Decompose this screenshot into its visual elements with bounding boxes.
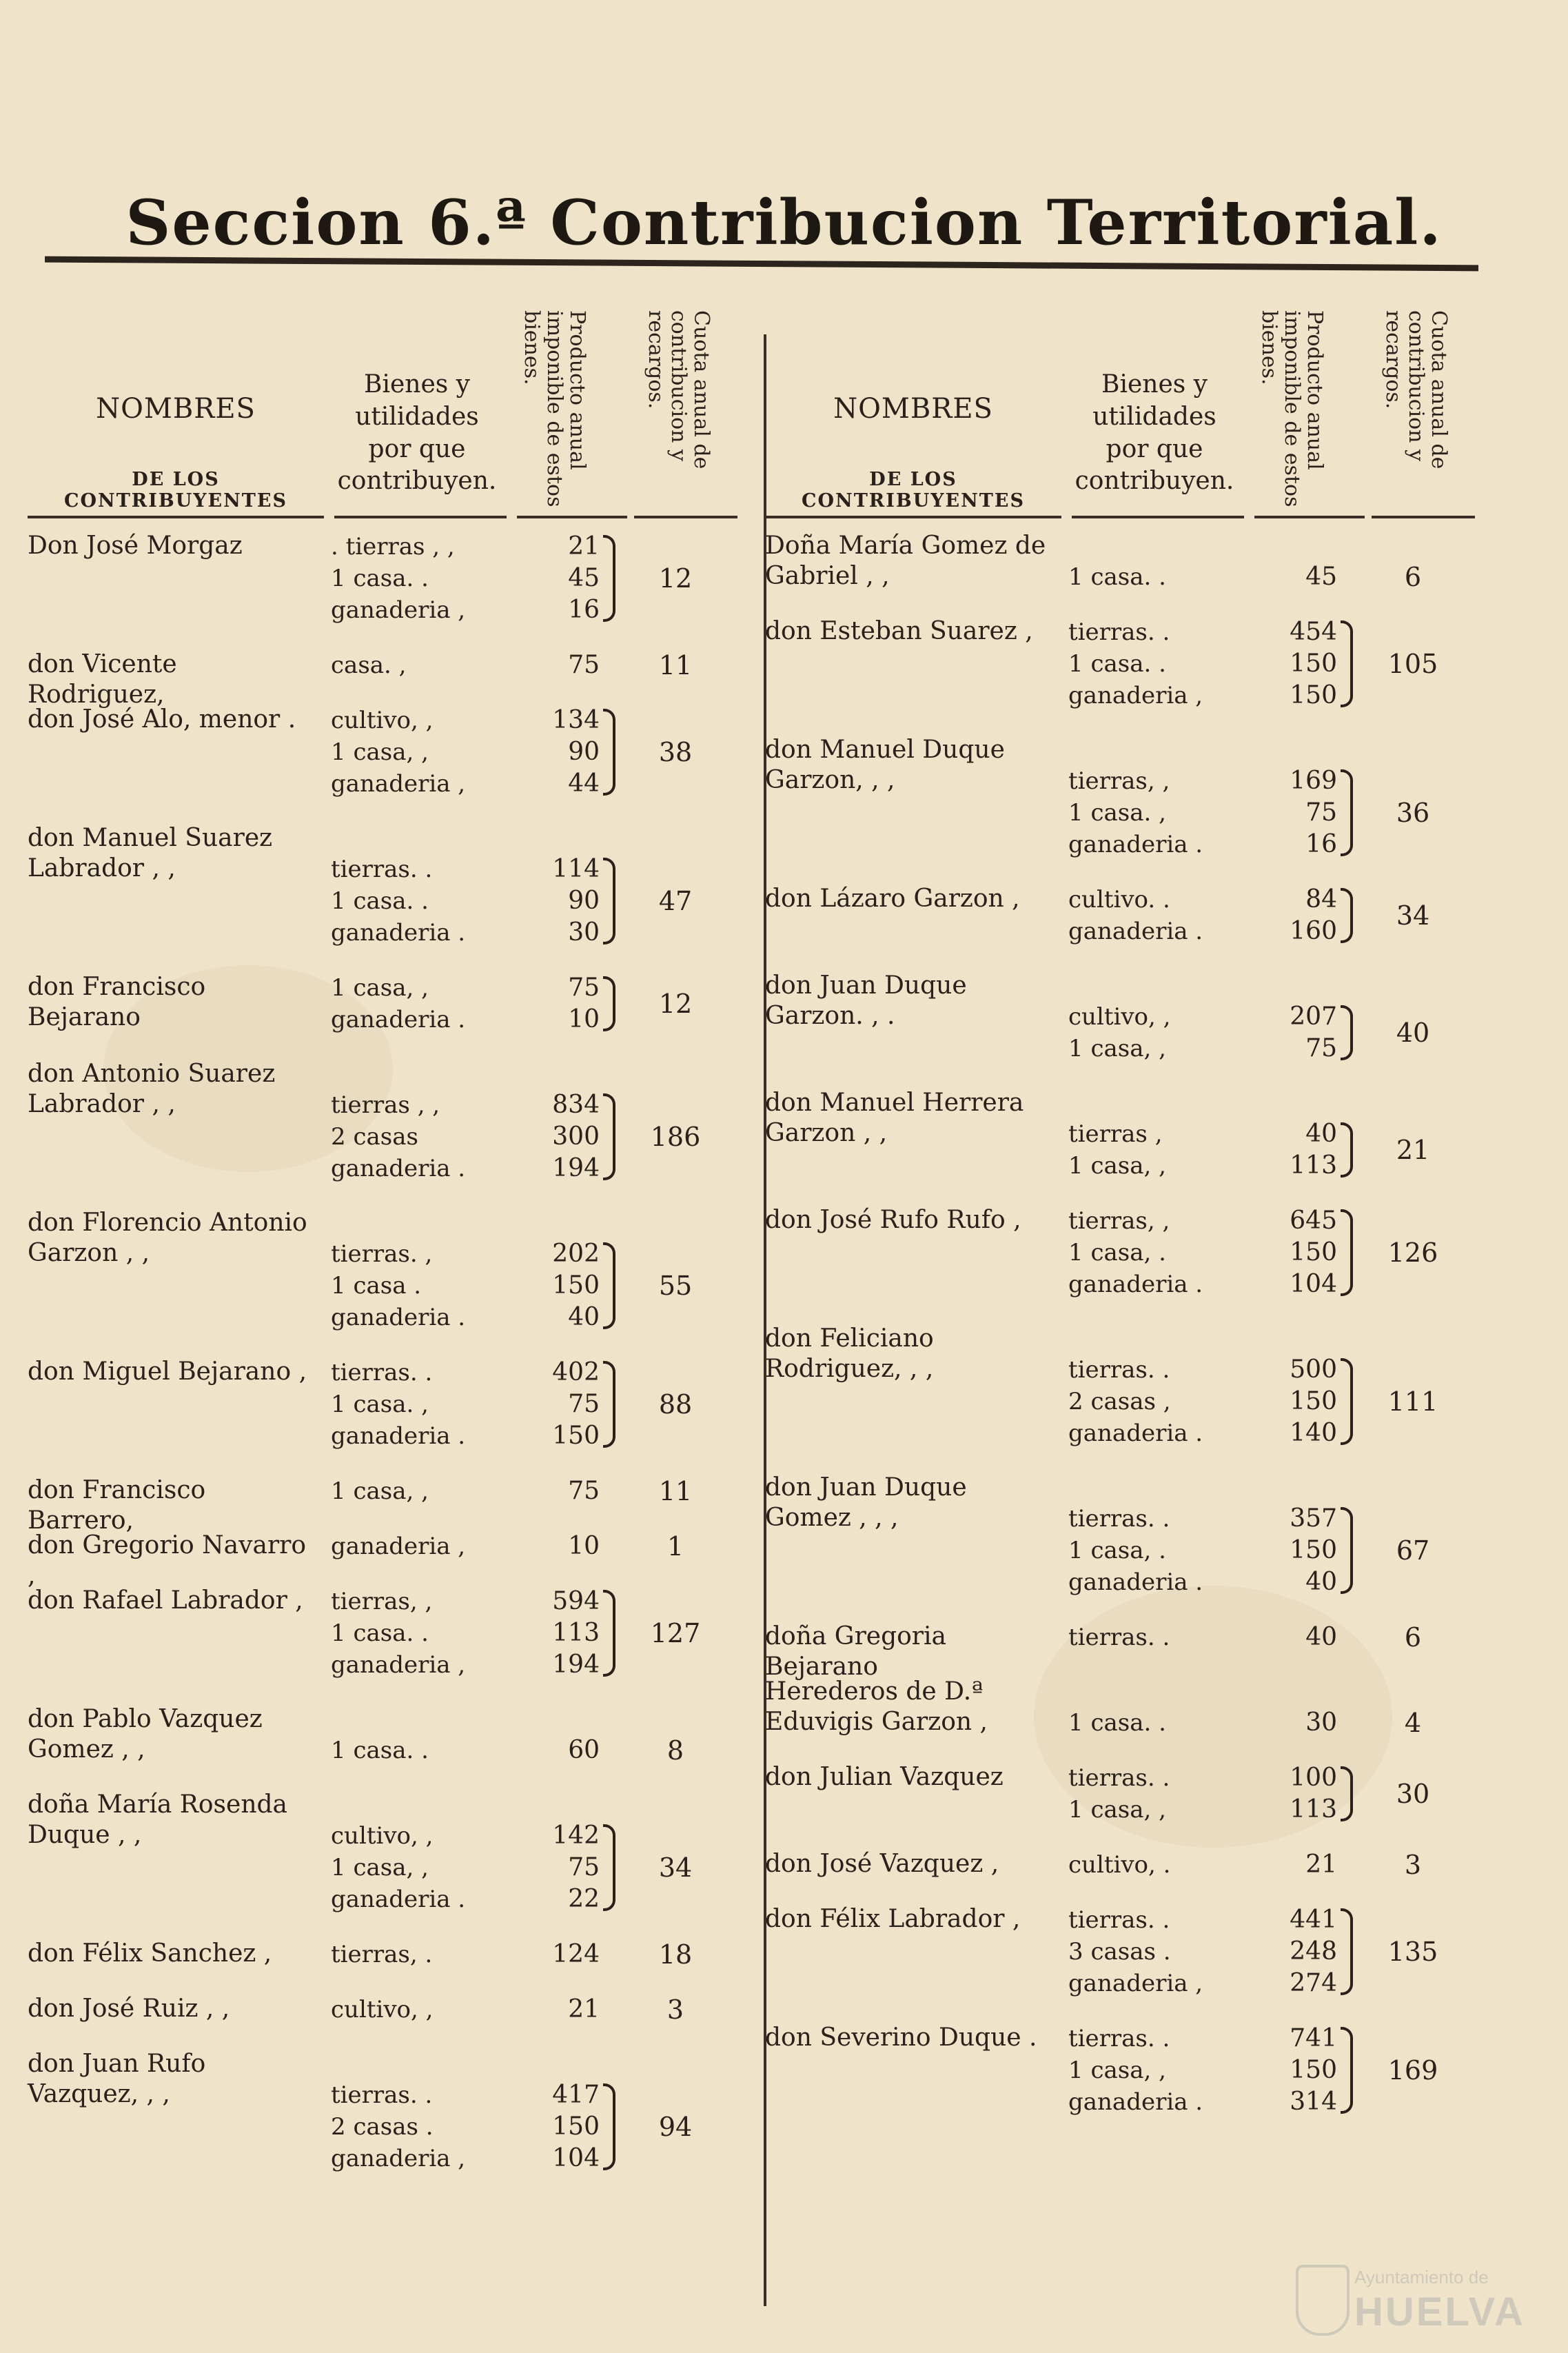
product-value: 21 bbox=[568, 532, 600, 561]
cuota-value: 12 bbox=[658, 989, 693, 1019]
entries-right bbox=[765, 531, 1475, 2118]
product-value: 113 bbox=[1290, 1795, 1337, 1824]
contributor-name: don Manuel Duque Garzon, , , bbox=[765, 736, 1005, 794]
property-label: 1 casa, , bbox=[331, 974, 429, 1002]
cuota-value: 94 bbox=[658, 2112, 693, 2142]
header-bienes: Bienes y utilidades por que contribuyen. bbox=[1075, 370, 1234, 496]
brace bbox=[603, 1093, 615, 1180]
cuota-value: 4 bbox=[1404, 1708, 1422, 1738]
right-column bbox=[765, 283, 1475, 2323]
cuota-value: 40 bbox=[1396, 1018, 1430, 1048]
property-label: 2 casas . bbox=[331, 2113, 434, 2141]
cuota-value: 36 bbox=[1396, 798, 1430, 828]
contributor-entry bbox=[765, 735, 1475, 860]
property-label: ganaderia . bbox=[1068, 1420, 1203, 1447]
product-value: 150 bbox=[552, 1422, 600, 1450]
contributor-name: don Julian Vazquez bbox=[765, 1763, 1004, 1791]
property-label: 2 casas , bbox=[1068, 1388, 1171, 1415]
brace bbox=[603, 1590, 615, 1677]
contributor-name: don Francisco Barrero, bbox=[28, 1476, 206, 1535]
product-value: 169 bbox=[1290, 767, 1337, 795]
column-header bbox=[28, 283, 737, 531]
property-label: 1 casa, , bbox=[331, 1477, 429, 1505]
property-label: tierras. . bbox=[1068, 1505, 1170, 1533]
contributor-name: don Pablo Vazquez Gomez , , bbox=[28, 1705, 263, 1764]
product-value: 40 bbox=[568, 1303, 600, 1331]
product-value: 150 bbox=[1290, 1536, 1337, 1564]
contributor-name: don Feliciano Rodriguez, , , bbox=[765, 1324, 934, 1383]
contributor-entry bbox=[28, 1790, 737, 1915]
contributor-entry bbox=[28, 1059, 737, 1184]
contributor-name: don José Rufo Rufo , bbox=[765, 1206, 1021, 1234]
product-value: 150 bbox=[1290, 2056, 1337, 2084]
property-label: tierras. . bbox=[1068, 2025, 1170, 2052]
property-label: tierras, , bbox=[1068, 1207, 1170, 1235]
header-cuota: Cuota anual de contribucion y recargos. bbox=[1381, 310, 1451, 469]
property-label: cultivo, , bbox=[331, 1822, 434, 1850]
cuota-value: 3 bbox=[1404, 1850, 1422, 1880]
property-label: tierras. . bbox=[331, 2081, 433, 2109]
contributor-name: doña María Rosenda Duque , , bbox=[28, 1790, 288, 1849]
contributor-name: don Esteban Suarez , bbox=[765, 617, 1033, 645]
contributor-entry bbox=[765, 1324, 1475, 1449]
cuota-value: 8 bbox=[666, 1735, 684, 1766]
product-value: 90 bbox=[568, 738, 600, 766]
property-label: 2 casas bbox=[331, 1123, 418, 1151]
contributor-name: don Juan Rufo Vazquez, , , bbox=[28, 2050, 206, 2108]
brace bbox=[1341, 769, 1353, 856]
product-value: 134 bbox=[552, 706, 600, 734]
product-value: 75 bbox=[1305, 798, 1337, 827]
contributor-entry bbox=[28, 1357, 737, 1452]
cuota-value: 12 bbox=[658, 563, 693, 594]
column-header bbox=[765, 283, 1475, 531]
brace bbox=[1341, 1209, 1353, 1296]
product-value: 274 bbox=[1290, 1969, 1337, 1997]
header-names-sub: DE LOS CONTRIBUYENTES bbox=[802, 469, 1025, 512]
header-rule bbox=[1072, 516, 1244, 518]
property-label: 1 casa. . bbox=[1068, 1709, 1166, 1737]
property-label: 1 casa, . bbox=[1068, 1537, 1166, 1564]
header-bienes: Bienes y utilidades por que contribuyen. bbox=[337, 370, 497, 496]
cuota-value: 11 bbox=[658, 650, 693, 680]
cuota-value: 11 bbox=[658, 1476, 693, 1506]
contributor-entry bbox=[765, 531, 1475, 593]
property-label: 1 casa, , bbox=[331, 1854, 429, 1881]
property-label: tierras , , bbox=[331, 1091, 440, 1119]
brace bbox=[1341, 620, 1353, 707]
cuota-value: 126 bbox=[1387, 1238, 1438, 1268]
property-label: tierras. . bbox=[331, 856, 433, 883]
product-value: 16 bbox=[568, 596, 600, 624]
property-label: tierras. . bbox=[1068, 1624, 1170, 1651]
property-label: tierras. . bbox=[1068, 1906, 1170, 1934]
contributor-name: doña Gregoria Bejarano bbox=[765, 1622, 946, 1681]
header-rule bbox=[634, 516, 737, 518]
contributor-entry bbox=[765, 1622, 1475, 1681]
contributor-name: don Lázaro Garzon , bbox=[765, 885, 1020, 913]
product-value: 100 bbox=[1290, 1764, 1337, 1792]
product-value: 21 bbox=[568, 1995, 600, 2023]
product-value: 150 bbox=[1290, 1238, 1337, 1266]
contributor-name: don José Vazquez , bbox=[765, 1850, 999, 1878]
contributor-name: don Félix Labrador , bbox=[765, 1905, 1021, 1933]
product-value: 16 bbox=[1305, 830, 1337, 858]
header-rule bbox=[28, 516, 324, 518]
property-label: ganaderia . bbox=[1068, 918, 1203, 945]
cuota-value: 88 bbox=[658, 1389, 693, 1420]
cuota-value: 6 bbox=[1404, 1622, 1422, 1653]
property-label: 3 casas . bbox=[1068, 1938, 1171, 1966]
cuota-value: 135 bbox=[1387, 1937, 1438, 1967]
brace bbox=[1341, 1358, 1353, 1445]
product-value: 207 bbox=[1290, 1002, 1337, 1031]
contributor-entry bbox=[28, 823, 737, 949]
property-label: ganaderia . bbox=[1068, 2088, 1203, 2116]
property-label: ganaderia , bbox=[331, 1651, 466, 1679]
contributor-name: don Manuel Herrera Garzon , , bbox=[765, 1089, 1024, 1147]
contributor-entry bbox=[765, 2023, 1475, 2118]
cuota-value: 47 bbox=[658, 886, 693, 916]
product-value: 90 bbox=[568, 887, 600, 915]
contributor-entry bbox=[28, 1586, 737, 1681]
product-value: 194 bbox=[552, 1154, 600, 1182]
product-value: 124 bbox=[552, 1940, 600, 1968]
contributor-entry bbox=[765, 1849, 1475, 1881]
property-label: 1 casa. . bbox=[331, 887, 429, 915]
cuota-value: 111 bbox=[1387, 1386, 1438, 1417]
product-value: 75 bbox=[1305, 1034, 1337, 1062]
cuota-value: 38 bbox=[658, 737, 693, 767]
cuota-value: 34 bbox=[658, 1852, 693, 1883]
contributor-entry bbox=[28, 1475, 737, 1535]
product-value: 84 bbox=[1305, 885, 1337, 913]
property-label: cultivo, , bbox=[331, 1996, 434, 2023]
brace bbox=[603, 1361, 615, 1448]
contributor-entry bbox=[28, 972, 737, 1036]
product-value: 300 bbox=[552, 1122, 600, 1151]
property-label: ganaderia , bbox=[331, 1533, 466, 1560]
product-value: 21 bbox=[1305, 1850, 1337, 1879]
cuota-value: 127 bbox=[650, 1618, 701, 1648]
property-label: 1 casa. . bbox=[331, 1619, 429, 1647]
product-value: 741 bbox=[1290, 2024, 1337, 2052]
product-value: 142 bbox=[552, 1821, 600, 1850]
contributor-entry bbox=[765, 971, 1475, 1064]
product-value: 22 bbox=[568, 1885, 600, 1913]
product-value: 113 bbox=[552, 1619, 600, 1647]
header-cuota: Cuota anual de contribucion y recargos. bbox=[644, 310, 713, 469]
product-value: 150 bbox=[1290, 1387, 1337, 1415]
product-value: 150 bbox=[552, 1271, 600, 1300]
product-value: 202 bbox=[552, 1240, 600, 1268]
property-label: 1 casa, . bbox=[1068, 1239, 1166, 1266]
contributor-entry bbox=[28, 1994, 737, 2026]
contributor-name: don Juan Duque Gomez , , , bbox=[765, 1473, 967, 1532]
header-rule bbox=[1372, 516, 1475, 518]
contributor-name: don Severino Duque . bbox=[765, 2023, 1037, 2052]
contributor-entry bbox=[765, 1205, 1475, 1300]
product-value: 44 bbox=[568, 769, 600, 798]
product-value: 10 bbox=[568, 1532, 600, 1560]
contributor-entry bbox=[765, 884, 1475, 947]
contributor-name: don Juan Duque Garzon. , . bbox=[765, 971, 967, 1030]
property-label: ganaderia . bbox=[331, 1422, 466, 1450]
brace bbox=[603, 1242, 615, 1329]
property-label: ganaderia . bbox=[331, 1006, 466, 1033]
property-label: 1 casa, , bbox=[1068, 1152, 1166, 1180]
contributor-entry bbox=[28, 1208, 737, 1333]
contributor-name: Don José Morgaz bbox=[28, 532, 243, 560]
product-value: 314 bbox=[1290, 2088, 1337, 2116]
contributor-entry bbox=[28, 2049, 737, 2174]
header-rule bbox=[1254, 516, 1365, 518]
property-label: 1 casa. , bbox=[1068, 799, 1166, 827]
contributor-entry bbox=[765, 1473, 1475, 1598]
brace bbox=[1341, 1908, 1353, 1995]
contributor-entry bbox=[765, 1904, 1475, 1999]
contributor-entry bbox=[28, 649, 737, 709]
product-value: 150 bbox=[552, 2112, 600, 2141]
brace bbox=[1341, 1005, 1353, 1060]
contributor-name: Doña María Gomez de Gabriel , , bbox=[765, 532, 1046, 590]
property-label: tierras , bbox=[1068, 1120, 1163, 1148]
property-label: ganaderia , bbox=[1068, 682, 1203, 709]
cuota-value: 34 bbox=[1396, 900, 1430, 931]
header-producto: Producto anual imponible de estos bienes. bbox=[520, 310, 589, 507]
product-value: 114 bbox=[552, 855, 600, 883]
property-label: tierras. . bbox=[1068, 1356, 1170, 1384]
contributor-name: don Manuel Suarez Labrador , , bbox=[28, 824, 273, 882]
left-column bbox=[28, 283, 737, 2323]
contributor-entry bbox=[765, 1762, 1475, 1826]
watermark-line2: HUELVA bbox=[1354, 2290, 1525, 2334]
property-label: ganaderia . bbox=[331, 1886, 466, 1913]
product-value: 357 bbox=[1290, 1504, 1337, 1533]
property-label: tierras. . bbox=[331, 1359, 433, 1386]
cuota-value: 67 bbox=[1396, 1535, 1430, 1566]
property-label: cultivo, , bbox=[1068, 1003, 1171, 1031]
cuota-value: 1 bbox=[666, 1531, 684, 1562]
product-value: 113 bbox=[1290, 1151, 1337, 1180]
shield-icon bbox=[1296, 2265, 1350, 2336]
brace bbox=[603, 1824, 615, 1911]
contributor-name: don José Alo, menor . bbox=[28, 705, 296, 734]
property-label: ganaderia . bbox=[331, 1304, 466, 1331]
contributor-entry bbox=[765, 616, 1475, 711]
brace bbox=[603, 976, 615, 1031]
product-value: 248 bbox=[1290, 1937, 1337, 1966]
property-label: 1 casa. . bbox=[1068, 563, 1166, 591]
cuota-value: 169 bbox=[1387, 2055, 1438, 2086]
product-value: 75 bbox=[568, 1390, 600, 1418]
property-label: 1 casa, , bbox=[1068, 1035, 1166, 1062]
contributor-entry bbox=[28, 705, 737, 800]
brace bbox=[1341, 888, 1353, 943]
header-rule bbox=[334, 516, 507, 518]
property-label: ganaderia , bbox=[331, 770, 466, 798]
contributor-name: don Francisco Bejarano bbox=[28, 973, 206, 1031]
product-value: 645 bbox=[1290, 1206, 1337, 1235]
brace bbox=[603, 2083, 615, 2170]
contributor-name: don Félix Sanchez , bbox=[28, 1939, 272, 1968]
property-label: 1 casa. . bbox=[331, 565, 429, 592]
property-label: ganaderia . bbox=[331, 1155, 466, 1182]
contributor-entry bbox=[765, 1677, 1475, 1739]
contributor-entry bbox=[28, 1704, 737, 1766]
header-rule bbox=[765, 516, 1061, 518]
brace bbox=[603, 709, 615, 796]
property-label: 1 casa . bbox=[331, 1272, 422, 1300]
cuota-value: 18 bbox=[658, 1939, 693, 1970]
property-label: . tierras , , bbox=[331, 533, 455, 561]
product-value: 60 bbox=[568, 1736, 600, 1764]
property-label: cultivo, . bbox=[1068, 1851, 1171, 1879]
property-label: 1 casa. . bbox=[1068, 650, 1166, 678]
cuota-value: 55 bbox=[658, 1271, 693, 1301]
property-label: tierras. . bbox=[1068, 1764, 1170, 1792]
contributor-name: don Florencio Antonio Garzon , , bbox=[28, 1209, 307, 1267]
property-label: 1 casa, , bbox=[1068, 2057, 1166, 2084]
product-value: 75 bbox=[568, 1853, 600, 1881]
cuota-value: 3 bbox=[666, 1995, 684, 2025]
product-value: 10 bbox=[568, 1005, 600, 1033]
header-rule bbox=[517, 516, 627, 518]
property-label: ganaderia , bbox=[331, 2145, 466, 2172]
product-value: 160 bbox=[1290, 917, 1337, 945]
property-label: 1 casa, , bbox=[331, 738, 429, 766]
contributor-entry bbox=[765, 1088, 1475, 1182]
contributor-entry bbox=[28, 1531, 737, 1590]
product-value: 150 bbox=[1290, 649, 1337, 678]
contributor-name: don Antonio Suarez Labrador , , bbox=[28, 1060, 276, 1118]
brace bbox=[603, 858, 615, 945]
page-title: Seccion 6.ª Contribucion Territorial. bbox=[125, 186, 1443, 259]
property-label: cultivo. . bbox=[1068, 886, 1170, 913]
contributor-name: don Vicente Rodriguez, bbox=[28, 650, 177, 709]
contributor-name: don Gregorio Navarro , bbox=[28, 1531, 307, 1590]
product-value: 30 bbox=[568, 918, 600, 947]
product-value: 441 bbox=[1290, 1906, 1337, 1934]
property-label: tierras, , bbox=[331, 1588, 433, 1615]
cuota-value: 30 bbox=[1396, 1779, 1430, 1809]
property-label: ganaderia . bbox=[1068, 1271, 1203, 1298]
property-label: tierras. , bbox=[331, 1240, 433, 1268]
product-value: 75 bbox=[568, 651, 600, 679]
brace bbox=[1341, 1766, 1353, 1821]
contributor-name: don Miguel Bejarano , bbox=[28, 1357, 307, 1386]
property-label: tierras, . bbox=[331, 1941, 433, 1968]
property-label: ganaderia , bbox=[1068, 1970, 1203, 1997]
cuota-value: 186 bbox=[650, 1122, 701, 1152]
product-value: 594 bbox=[552, 1587, 600, 1615]
contributor-entry bbox=[28, 1939, 737, 1970]
property-label: 1 casa, , bbox=[1068, 1796, 1166, 1824]
product-value: 140 bbox=[1290, 1419, 1337, 1447]
header-names-sub: DE LOS CONTRIBUYENTES bbox=[64, 469, 287, 512]
property-label: tierras. . bbox=[1068, 618, 1170, 646]
product-value: 45 bbox=[1305, 563, 1337, 591]
brace bbox=[603, 535, 615, 622]
product-value: 402 bbox=[552, 1358, 600, 1386]
property-label: ganaderia . bbox=[1068, 1568, 1203, 1596]
product-value: 454 bbox=[1290, 618, 1337, 646]
product-value: 40 bbox=[1305, 1568, 1337, 1596]
product-value: 194 bbox=[552, 1650, 600, 1679]
cuota-value: 21 bbox=[1396, 1135, 1430, 1165]
product-value: 104 bbox=[1290, 1270, 1337, 1298]
entries-left bbox=[28, 531, 737, 2174]
property-label: 1 casa. . bbox=[331, 1737, 429, 1764]
property-label: cultivo, , bbox=[331, 707, 434, 734]
contributor-name: don Rafael Labrador , bbox=[28, 1586, 303, 1615]
product-value: 45 bbox=[568, 564, 600, 592]
brace bbox=[1341, 1507, 1353, 1594]
brace bbox=[1341, 2027, 1353, 2114]
product-value: 75 bbox=[568, 973, 600, 1002]
header-producto: Producto anual imponible de estos bienes. bbox=[1257, 310, 1327, 507]
property-label: ganaderia . bbox=[1068, 831, 1203, 858]
product-value: 500 bbox=[1290, 1355, 1337, 1384]
property-label: tierras, , bbox=[1068, 767, 1170, 795]
product-value: 75 bbox=[568, 1477, 600, 1505]
contributor-entry bbox=[28, 531, 737, 626]
product-value: 30 bbox=[1305, 1708, 1337, 1737]
product-value: 417 bbox=[552, 2081, 600, 2109]
property-label: 1 casa. , bbox=[331, 1391, 429, 1418]
header-names: NOMBRES bbox=[833, 393, 993, 425]
property-label: casa. , bbox=[331, 652, 407, 679]
watermark-logo bbox=[1296, 2261, 1530, 2337]
property-label: ganaderia , bbox=[331, 596, 466, 624]
product-value: 40 bbox=[1305, 1120, 1337, 1148]
property-label: ganaderia . bbox=[331, 919, 466, 947]
header-names: NOMBRES bbox=[96, 393, 256, 425]
contributor-name: Herederos de D.ª Eduvigis Garzon , bbox=[765, 1677, 988, 1736]
cuota-value: 6 bbox=[1404, 562, 1422, 592]
product-value: 40 bbox=[1305, 1623, 1337, 1651]
watermark-line1: Ayuntamiento de bbox=[1354, 2267, 1489, 2288]
brace bbox=[1341, 1122, 1353, 1178]
product-value: 150 bbox=[1290, 681, 1337, 709]
cuota-value: 105 bbox=[1387, 649, 1438, 679]
product-value: 834 bbox=[552, 1091, 600, 1119]
contributor-name: don José Ruiz , , bbox=[28, 1995, 230, 2023]
product-value: 104 bbox=[552, 2144, 600, 2172]
